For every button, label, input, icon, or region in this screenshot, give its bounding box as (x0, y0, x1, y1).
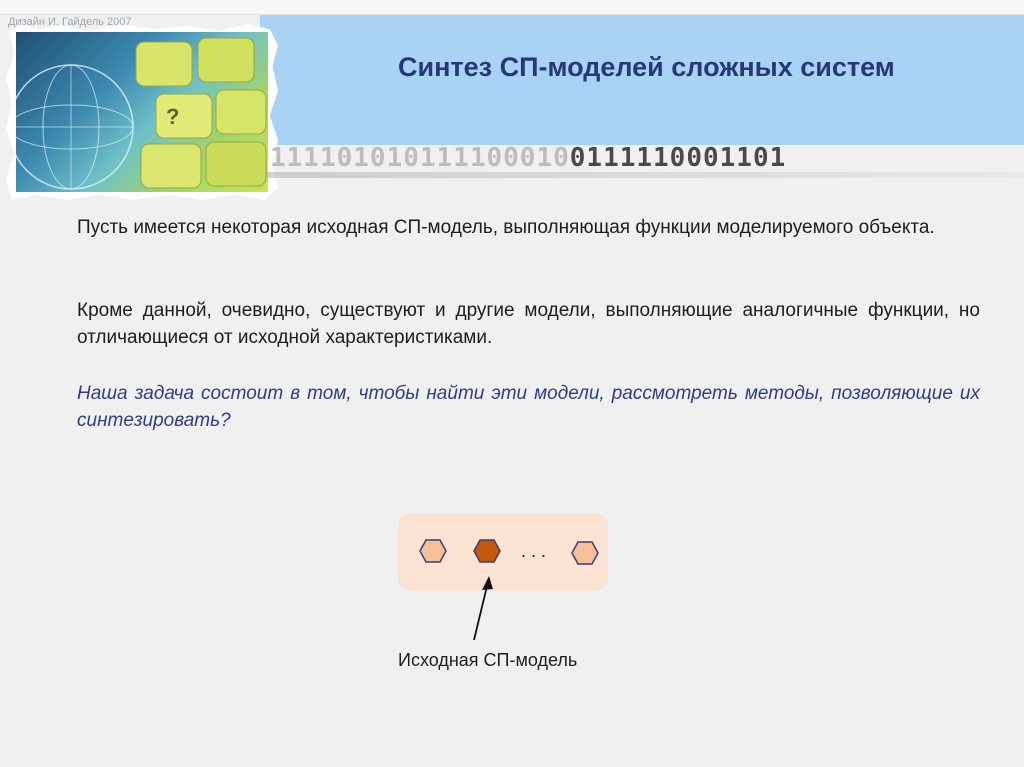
hexagon-initial-model (474, 540, 500, 562)
pointer-arrow-head (482, 576, 493, 590)
ellipsis-label: . . . (521, 541, 547, 561)
slide-title: Синтез СП-моделей сложных систем (398, 52, 895, 82)
hexagon-model-1 (420, 540, 446, 562)
binary-strip-dark: 0111110001101 (569, 144, 787, 172)
designer-credit: Дизайн И. Гайдель 2007 (8, 16, 132, 28)
paragraph-initial-model: Пусть имеется некоторая исходная СП-модель, выполняющая функции моделируемого объекта. (77, 217, 935, 238)
binary-strip-light: 111101010111100010 (270, 144, 570, 172)
paragraph-task: Наша задача состоит в том, чтобы найти эти модели, рассмотреть методы, позволяющие их синтезировать? (77, 383, 980, 431)
initial-model-caption: Исходная СП-модель (398, 650, 578, 670)
hexagon-model-n (572, 542, 598, 564)
svg-text:?: ? (166, 104, 180, 129)
paragraph-other-models: Кроме данной, очевидно, существуют и другие модели, выполняющие аналогичные функции, но отличающиеся от исходной характеристиками. (77, 300, 980, 348)
pointer-arrow-line (474, 582, 488, 640)
